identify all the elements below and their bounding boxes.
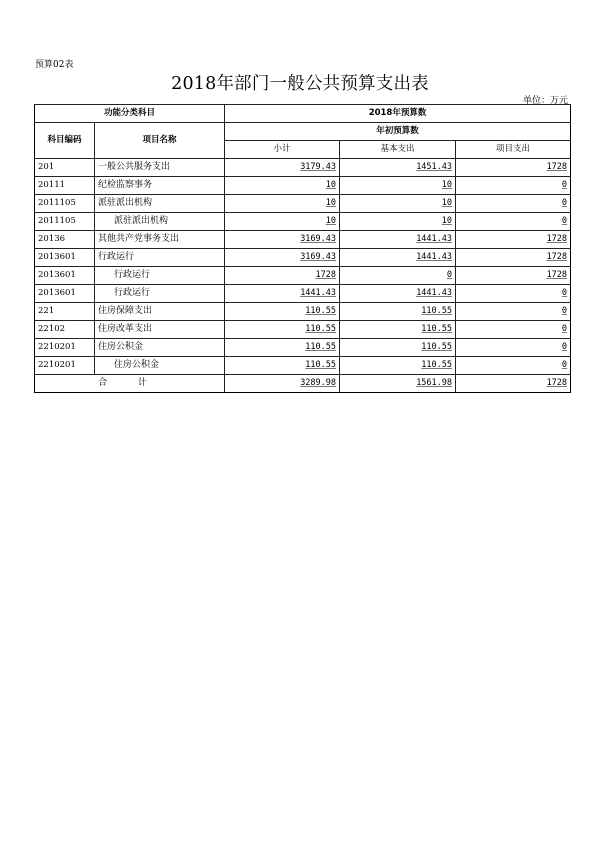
row-project: 0 [456, 303, 571, 321]
row-basic: 0 [340, 267, 456, 285]
row-name: 住房公积金 [95, 339, 225, 357]
row-project: 1728 [456, 159, 571, 177]
row-project: 1728 [456, 231, 571, 249]
table-row [35, 285, 571, 303]
row-name: 行政运行 [95, 285, 225, 303]
total-project: 1728 [456, 375, 571, 393]
row-name: 纪检监察事务 [95, 177, 225, 195]
header-budget-2018: 2018年预算数 [225, 105, 571, 123]
header-code: 科目编码 [35, 123, 95, 159]
row-basic: 110.55 [340, 321, 456, 339]
row-code: 2011105 [35, 213, 95, 231]
header-name: 项目名称 [95, 123, 225, 159]
table-row [35, 321, 571, 339]
row-name: 一般公共服务支出 [95, 159, 225, 177]
row-project: 1728 [456, 249, 571, 267]
total-label: 合 计 [35, 375, 225, 393]
row-name: 行政运行 [95, 249, 225, 267]
row-project: 0 [456, 177, 571, 195]
row-basic: 10 [340, 213, 456, 231]
row-code: 2210201 [35, 357, 95, 375]
row-basic: 1441.43 [340, 231, 456, 249]
row-code: 2013601 [35, 267, 95, 285]
row-code: 20111 [35, 177, 95, 195]
row-project: 1728 [456, 267, 571, 285]
row-subtotal: 110.55 [225, 339, 340, 357]
row-subtotal: 10 [225, 213, 340, 231]
header-subtotal: 小计 [225, 141, 340, 159]
row-basic: 1441.43 [340, 249, 456, 267]
total-subtotal: 3289.98 [225, 375, 340, 393]
page-title: 2018年部门一般公共预算支出表 [171, 74, 429, 94]
row-basic: 110.55 [340, 357, 456, 375]
row-basic: 110.55 [340, 339, 456, 357]
table-row [35, 339, 571, 357]
row-subtotal: 10 [225, 177, 340, 195]
total-row [35, 375, 571, 393]
row-basic: 1451.43 [340, 159, 456, 177]
row-basic: 1441.43 [340, 285, 456, 303]
row-subtotal: 3169.43 [225, 249, 340, 267]
header-functional-category: 功能分类科目 [35, 105, 225, 123]
row-name: 住房保障支出 [95, 303, 225, 321]
row-basic: 110.55 [340, 303, 456, 321]
table-row [35, 357, 571, 375]
row-project: 0 [456, 195, 571, 213]
form-number: 预算02表 [35, 60, 74, 70]
row-code: 20136 [35, 231, 95, 249]
total-basic: 1561.98 [340, 375, 456, 393]
table-row [35, 303, 571, 321]
row-project: 0 [456, 357, 571, 375]
row-basic: 10 [340, 195, 456, 213]
row-code: 22102 [35, 321, 95, 339]
row-name: 住房改革支出 [95, 321, 225, 339]
table-row [35, 249, 571, 267]
row-project: 0 [456, 321, 571, 339]
row-subtotal: 3179.43 [225, 159, 340, 177]
row-code: 2013601 [35, 249, 95, 267]
table-row [35, 267, 571, 285]
row-subtotal: 110.55 [225, 321, 340, 339]
row-name: 其他共产党事务支出 [95, 231, 225, 249]
table-body [35, 159, 571, 375]
row-subtotal: 1728 [225, 267, 340, 285]
header-project: 项目支出 [456, 141, 571, 159]
row-code: 2210201 [35, 339, 95, 357]
unit-label: 单位：万元 [522, 96, 568, 106]
budget-table [34, 104, 571, 393]
header-initial-budget: 年初预算数 [225, 123, 571, 141]
row-subtotal: 110.55 [225, 357, 340, 375]
row-subtotal: 110.55 [225, 303, 340, 321]
row-name: 行政运行 [95, 267, 225, 285]
row-subtotal: 3169.43 [225, 231, 340, 249]
row-project: 0 [456, 213, 571, 231]
row-subtotal: 10 [225, 195, 340, 213]
table-row [35, 213, 571, 231]
table-row [35, 177, 571, 195]
table-row [35, 231, 571, 249]
table-row [35, 159, 571, 177]
header-basic: 基本支出 [340, 141, 456, 159]
row-basic: 10 [340, 177, 456, 195]
row-name: 派驻派出机构 [95, 213, 225, 231]
row-name: 住房公积金 [95, 357, 225, 375]
row-subtotal: 1441.43 [225, 285, 340, 303]
row-project: 0 [456, 339, 571, 357]
table-row [35, 195, 571, 213]
row-name: 派驻派出机构 [95, 195, 225, 213]
row-code: 201 [35, 159, 95, 177]
row-project: 0 [456, 285, 571, 303]
row-code: 221 [35, 303, 95, 321]
row-code: 2013601 [35, 285, 95, 303]
row-code: 2011105 [35, 195, 95, 213]
